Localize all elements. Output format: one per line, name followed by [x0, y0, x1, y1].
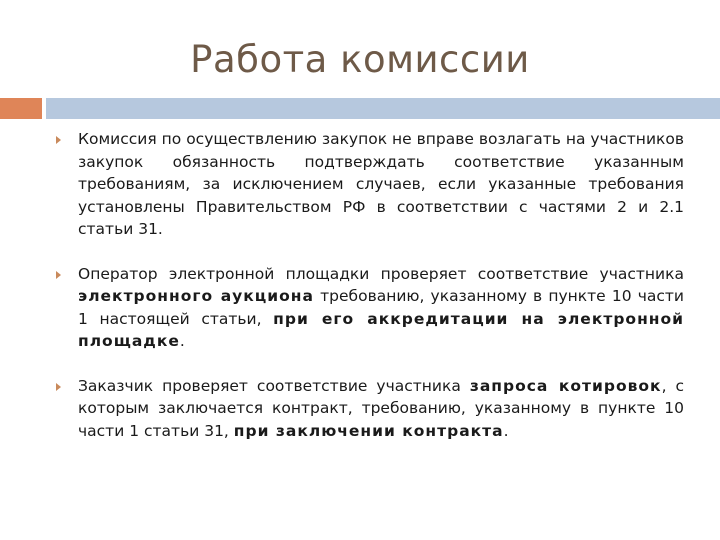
bullet-item — [56, 128, 684, 241]
bullet-arrow-icon — [56, 271, 61, 279]
bullet-arrow-icon — [56, 136, 61, 144]
bullet-arrow-icon — [56, 383, 61, 391]
bullet-item — [56, 375, 684, 443]
bullet-list — [56, 128, 684, 464]
bullet-emphasis: при заключении контракта — [233, 421, 504, 440]
bullet-item — [56, 263, 684, 353]
bullet-text: требованию, указанному в пункте 10 части 1 настоящей статьи, — [78, 287, 684, 328]
accent-bar — [0, 98, 42, 119]
bullet-text: Оператор электронной площадки проверяет соответствие участника — [78, 264, 684, 283]
bullet-emphasis: электронного аукциона — [78, 287, 314, 305]
bullet-emphasis: при его аккредитации на электронной площадке — [78, 309, 684, 350]
slide-title: Работа комиссии — [190, 38, 530, 81]
bullet-text: Заказчик проверяет соответствие участника — [78, 376, 470, 395]
header-bar — [46, 98, 720, 119]
bullet-text: Комиссия по осуществлению закупок не вправе возлагать на участников закупок обязанность подтверждать соответствие указанным требованиям, за исключением случаев, если указанные требования установлены Правительством РФ в соответствии с частями 2 и 2.1 статьи 31. — [78, 130, 684, 238]
bullet-emphasis: запроса котировок — [469, 376, 662, 395]
bullet-text: . — [179, 332, 185, 350]
bullet-text: . — [503, 421, 509, 440]
bullet-text: , с которым заключается контракт, требованию, указанному в пункте 10 части 1 статьи 31, — [78, 376, 684, 440]
